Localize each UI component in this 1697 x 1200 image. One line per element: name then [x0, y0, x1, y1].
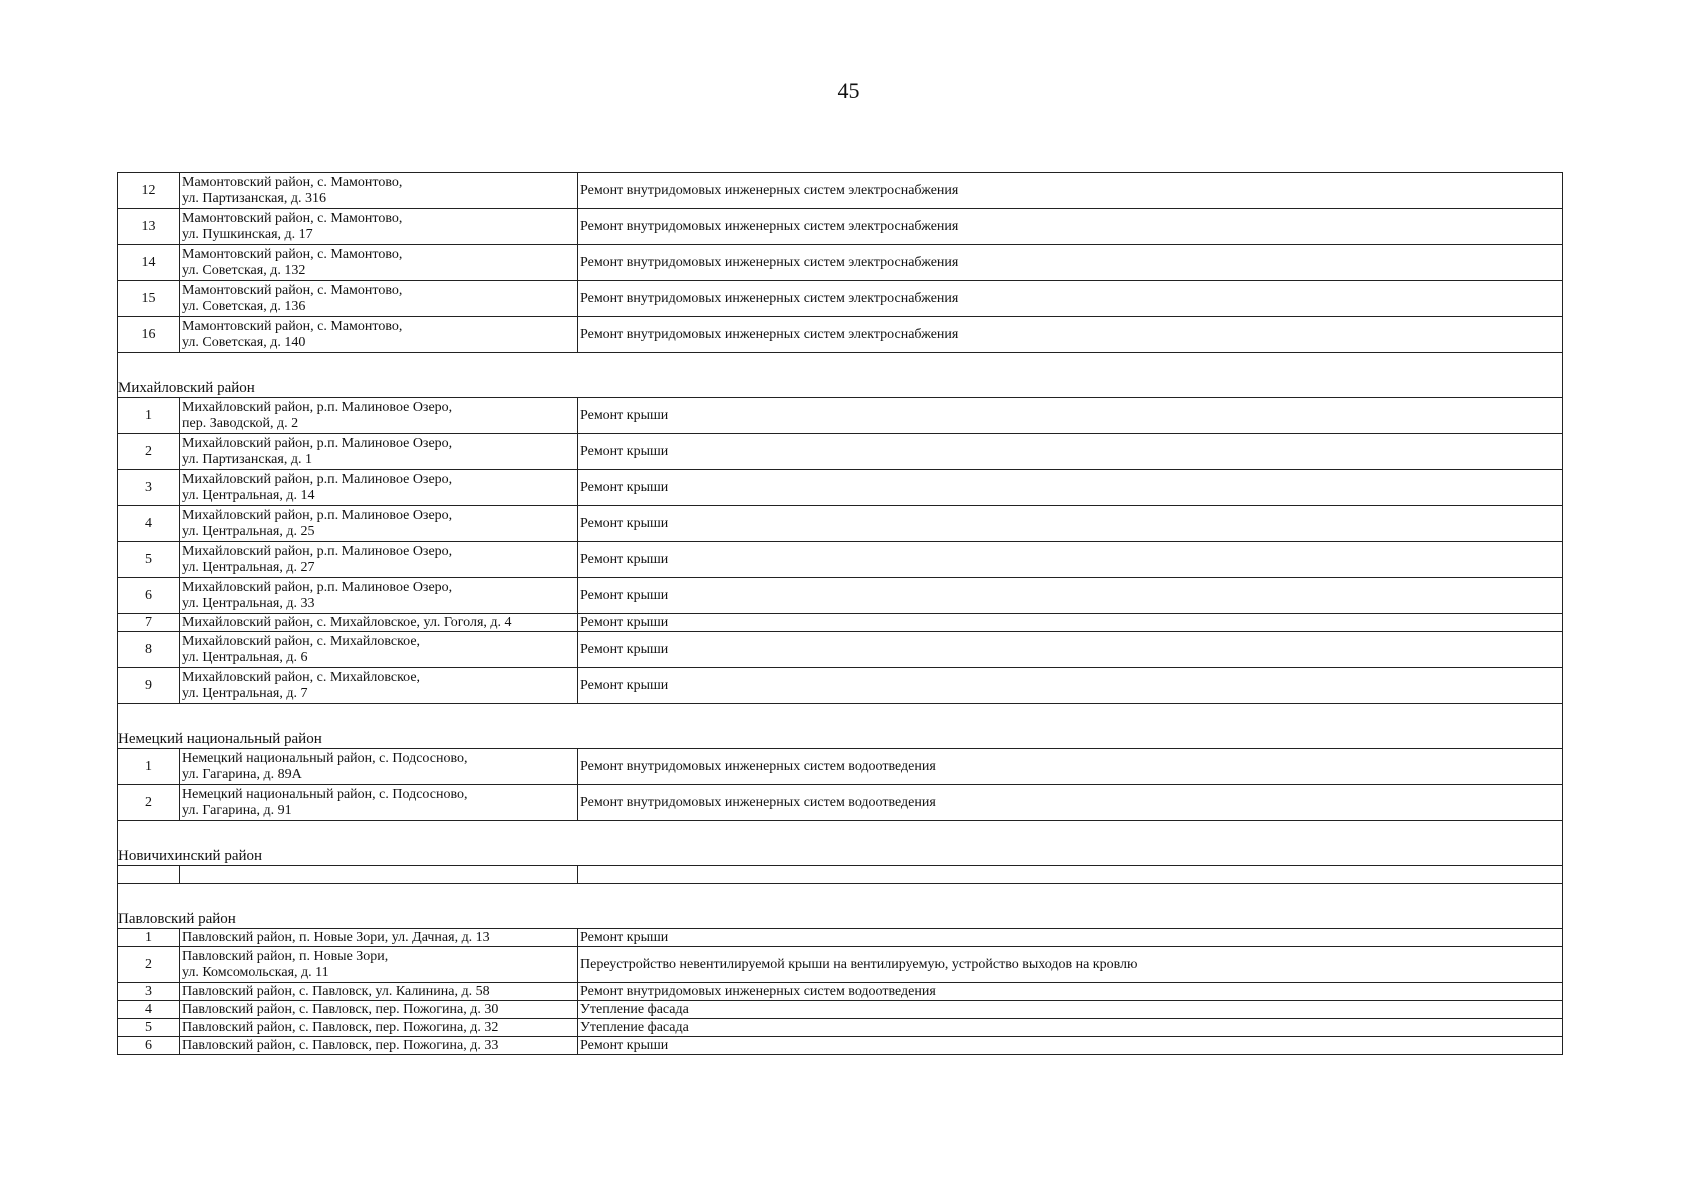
address-line: Мамонтовский район, с. Мамонтово, [182, 282, 403, 298]
row-number: 4 [118, 1001, 180, 1019]
row-work-type: Ремонт внутридомовых инженерных систем водоотведения [578, 785, 1563, 821]
district-header [118, 847, 1563, 866]
district-header [118, 910, 1563, 929]
row-work-type: Ремонт крыши [578, 434, 1563, 470]
address-line: ул. Пушкинская, д. 17 [182, 226, 313, 242]
table-row [118, 668, 1563, 704]
row-address [180, 1037, 578, 1055]
table-row [118, 173, 1563, 209]
row-number: 3 [118, 983, 180, 1001]
row-work-type: Ремонт крыши [578, 1037, 1563, 1055]
row-work-type: Ремонт крыши [578, 929, 1563, 947]
row-number: 13 [118, 209, 180, 245]
row-work-type: Утепление фасада [578, 1019, 1563, 1037]
table-row [118, 1037, 1563, 1055]
row-number: 1 [118, 929, 180, 947]
address-line: Михайловский район, р.п. Малиновое Озеро, [182, 579, 453, 595]
row-address [180, 947, 578, 983]
row-work-type: Переустройство невентилируемой крыши на вентилируемую, устройство выходов на кровлю [578, 947, 1563, 983]
row-address [180, 173, 578, 209]
district-header [118, 730, 1563, 749]
row-work-type: Ремонт крыши [578, 398, 1563, 434]
table-row [118, 281, 1563, 317]
table-body [118, 173, 1563, 1055]
row-number: 6 [118, 1037, 180, 1055]
table-row [118, 209, 1563, 245]
row-work-type: Ремонт крыши [578, 578, 1563, 614]
section-spacer-cell [118, 884, 1563, 911]
address-line: Михайловский район, р.п. Малиновое Озеро, [182, 399, 453, 415]
row-work-type: Ремонт внутридомовых инженерных систем электроснабжения [578, 281, 1563, 317]
section-spacer [118, 353, 1563, 380]
table-row [118, 983, 1563, 1001]
section-spacer [118, 821, 1563, 848]
row-number: 12 [118, 173, 180, 209]
table-row [118, 929, 1563, 947]
table-row [118, 317, 1563, 353]
row-number: 15 [118, 281, 180, 317]
section-spacer-cell [118, 704, 1563, 731]
address-line: ул. Партизанская, д. 1 [182, 451, 312, 467]
row-address [180, 506, 578, 542]
row-work-type: Ремонт внутридомовых инженерных систем электроснабжения [578, 317, 1563, 353]
address-line: ул. Центральная, д. 7 [182, 685, 308, 701]
row-address [180, 983, 578, 1001]
repair-schedule-table [117, 172, 1563, 1055]
table-row [118, 1019, 1563, 1037]
address-line: Павловский район, с. Павловск, пер. Пожогина, д. 33 [182, 1037, 499, 1053]
row-work-type: Ремонт крыши [578, 506, 1563, 542]
row-address [180, 281, 578, 317]
address-line: Павловский район, с. Павловск, пер. Пожогина, д. 32 [182, 1019, 499, 1035]
row-work-type: Ремонт внутридомовых инженерных систем электроснабжения [578, 209, 1563, 245]
row-number: 3 [118, 470, 180, 506]
row-address [180, 470, 578, 506]
row-number: 4 [118, 506, 180, 542]
address-line: ул. Гагарина, д. 89А [182, 766, 302, 782]
district-header [118, 379, 1563, 398]
row-address [180, 749, 578, 785]
row-address [180, 434, 578, 470]
row-number: 16 [118, 317, 180, 353]
section-spacer-cell [118, 821, 1563, 848]
address-line: Павловский район, п. Новые Зори, ул. Дачная, д. 13 [182, 929, 490, 945]
row-address [180, 398, 578, 434]
row-address [180, 1001, 578, 1019]
address-line: Михайловский район, с. Михайловское, [182, 633, 421, 649]
address-line: Михайловский район, р.п. Малиновое Озеро, [182, 543, 453, 559]
table-row [118, 1001, 1563, 1019]
row-work-type: Ремонт крыши [578, 632, 1563, 668]
row-address [180, 785, 578, 821]
row-number: 2 [118, 785, 180, 821]
row-number: 5 [118, 542, 180, 578]
row-number: 2 [118, 434, 180, 470]
row-number: 2 [118, 947, 180, 983]
table-row [118, 614, 1563, 632]
row-work-type: Ремонт крыши [578, 668, 1563, 704]
row-work-type: Ремонт внутридомовых инженерных систем водоотведения [578, 983, 1563, 1001]
address-line: пер. Заводской, д. 2 [182, 415, 299, 431]
row-address [180, 317, 578, 353]
row-number: 1 [118, 749, 180, 785]
address-line: Немецкий национальный район, с. Подсосново, [182, 750, 468, 766]
address-line: Михайловский район, р.п. Малиновое Озеро, [182, 471, 453, 487]
section-spacer [118, 884, 1563, 911]
section-spacer-cell [118, 353, 1563, 380]
row-number: 6 [118, 578, 180, 614]
row-address [180, 866, 578, 884]
district-name: Немецкий национальный район [118, 730, 1563, 749]
table-row [118, 947, 1563, 983]
address-line: Мамонтовский район, с. Мамонтово, [182, 318, 403, 334]
address-line: Мамонтовский район, с. Мамонтово, [182, 210, 403, 226]
table-row [118, 506, 1563, 542]
table-row [118, 245, 1563, 281]
row-work-type [578, 866, 1563, 884]
row-work-type: Ремонт внутридомовых инженерных систем электроснабжения [578, 173, 1563, 209]
address-line: Павловский район, п. Новые Зори, [182, 948, 389, 964]
row-work-type: Ремонт крыши [578, 470, 1563, 506]
row-work-type: Ремонт внутридомовых инженерных систем электроснабжения [578, 245, 1563, 281]
section-spacer [118, 704, 1563, 731]
row-address [180, 578, 578, 614]
address-line: ул. Советская, д. 136 [182, 298, 306, 314]
district-name: Павловский район [118, 910, 1563, 929]
address-line: ул. Советская, д. 132 [182, 262, 306, 278]
row-number: 14 [118, 245, 180, 281]
table-row [118, 398, 1563, 434]
table-row [118, 632, 1563, 668]
table-row [118, 470, 1563, 506]
district-name: Новичихинский район [118, 847, 1563, 866]
address-line: ул. Центральная, д. 14 [182, 487, 315, 503]
address-line: ул. Центральная, д. 33 [182, 595, 315, 611]
table-row [118, 749, 1563, 785]
row-address [180, 668, 578, 704]
address-line: Немецкий национальный район, с. Подсосново, [182, 786, 468, 802]
row-address [180, 542, 578, 578]
row-number: 7 [118, 614, 180, 632]
page-number: 45 [837, 78, 860, 103]
table-row [118, 542, 1563, 578]
address-line: Павловский район, с. Павловск, ул. Калинина, д. 58 [182, 983, 490, 999]
address-line: Михайловский район, р.п. Малиновое Озеро, [182, 507, 453, 523]
row-number [118, 866, 180, 884]
row-address [180, 245, 578, 281]
row-address [180, 209, 578, 245]
address-line: ул. Гагарина, д. 91 [182, 802, 292, 818]
district-name: Михайловский район [118, 379, 1563, 398]
address-line: ул. Центральная, д. 25 [182, 523, 315, 539]
address-line: Мамонтовский район, с. Мамонтово, [182, 246, 403, 262]
row-work-type: Утепление фасада [578, 1001, 1563, 1019]
address-line: Павловский район, с. Павловск, пер. Пожогина, д. 30 [182, 1001, 499, 1017]
address-line: Михайловский район, р.п. Малиновое Озеро, [182, 435, 453, 451]
address-line: Михайловский район, с. Михайловское, ул. Гоголя, д. 4 [182, 614, 512, 630]
address-line: Мамонтовский район, с. Мамонтово, [182, 174, 403, 190]
address-line: Михайловский район, с. Михайловское, [182, 669, 421, 685]
row-number: 9 [118, 668, 180, 704]
row-address [180, 1019, 578, 1037]
address-line: ул. Советская, д. 140 [182, 334, 306, 350]
row-work-type: Ремонт крыши [578, 542, 1563, 578]
table-row [118, 434, 1563, 470]
address-line: ул. Комсомольская, д. 11 [182, 964, 329, 980]
row-address [180, 929, 578, 947]
address-line: ул. Партизанская, д. 316 [182, 190, 326, 206]
row-number: 8 [118, 632, 180, 668]
row-work-type: Ремонт крыши [578, 614, 1563, 632]
address-line: ул. Центральная, д. 27 [182, 559, 315, 575]
address-line: ул. Центральная, д. 6 [182, 649, 308, 665]
table-row [118, 785, 1563, 821]
row-number: 1 [118, 398, 180, 434]
row-work-type: Ремонт внутридомовых инженерных систем водоотведения [578, 749, 1563, 785]
table-row [118, 578, 1563, 614]
row-number: 5 [118, 1019, 180, 1037]
row-address [180, 632, 578, 668]
table-row [118, 866, 1563, 884]
row-address [180, 614, 578, 632]
